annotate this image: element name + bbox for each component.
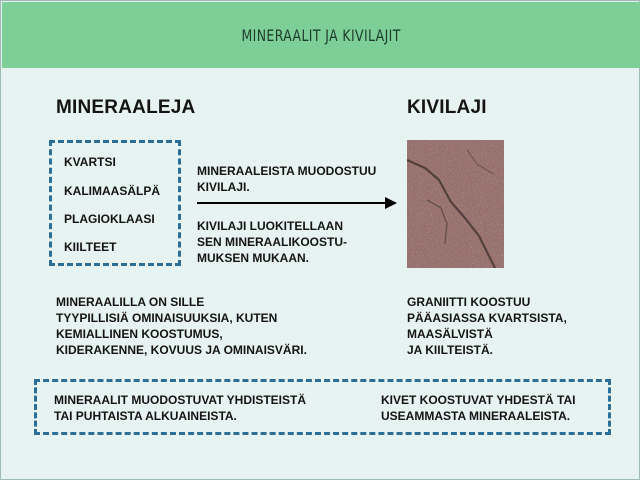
right-arrow-icon bbox=[197, 196, 397, 210]
granite-photo bbox=[407, 140, 504, 268]
minerals-list-box bbox=[49, 140, 181, 266]
list-item: KVARTSI bbox=[64, 155, 116, 169]
granite-texture bbox=[407, 140, 504, 268]
formation-text: MINERAALEISTA MUODOSTUU KIVILAJI. bbox=[197, 164, 377, 194]
arrow-head bbox=[385, 197, 397, 209]
rock-type-heading: KIVILAJI bbox=[407, 97, 487, 118]
page-title: MINERAALIT JA KIVILAJIT bbox=[241, 25, 401, 45]
header-bar bbox=[2, 2, 640, 68]
classification-text: KIVILAJI LUOKITELLAAN SEN MINERAALIKOOSTU- MUKSEN MUKAAN. bbox=[197, 219, 347, 265]
minerals-heading: MINERAALEJA bbox=[56, 97, 196, 118]
list-item: KIILTEET bbox=[64, 240, 117, 254]
granite-composition-text: GRANIITTI KOOSTUU PÄÄASIASSA KVARTSISTA, MAASÄLVISTÄ JA KIILTEISTÄ. bbox=[407, 295, 567, 357]
rocks-summary-text: KIVET KOOSTUVAT YHDESTÄ TAI USEAMMASTA MINERAALEISTA. bbox=[381, 393, 576, 423]
arrow-shaft bbox=[197, 202, 385, 204]
mineral-properties-text: MINERAALILLA ON SILLE TYYPILLISIÄ OMINAISUUKSIA, KUTEN KEMIALLINEN KOOSTUMUS, KIDERAKENNE, KOVUUS JA OMINAISVÄRI. bbox=[56, 295, 307, 357]
list-item: PLAGIOKLAASI bbox=[64, 212, 155, 226]
minerals-summary-text: MINERAALIT MUODOSTUVAT YHDISTEISTÄ TAI PUHTAISTA ALKUAINEISTA. bbox=[54, 393, 306, 423]
list-item: KALIMAASÄLPÄ bbox=[64, 184, 160, 198]
